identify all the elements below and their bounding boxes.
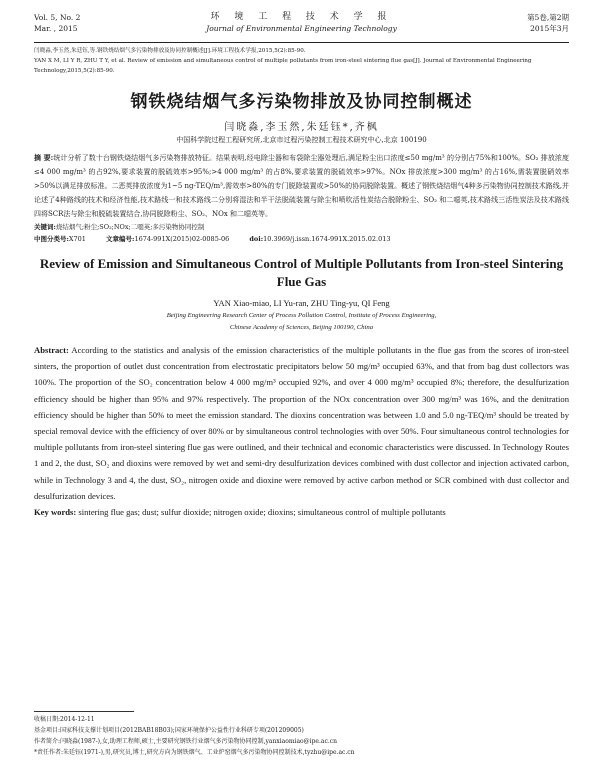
- chinese-keywords-text: 烧结烟气;粉尘;SO₂;NOx;二噁英;多污染物协同控制: [55, 223, 205, 231]
- english-abstract-label: Abstract:: [34, 345, 69, 355]
- english-affiliation: [34, 310, 569, 334]
- header-volume-en: Vol. 5, No. 2: [34, 13, 81, 22]
- article-number-value: 1674-991X(2015)02-0085-06: [134, 235, 230, 243]
- chinese-abstract: [34, 151, 569, 221]
- clc-label: 中图分类号:: [34, 235, 69, 243]
- clc-value: X701: [68, 235, 86, 243]
- chinese-abstract-text: 统计分析了数十台钢铁烧结烟气多污染物排放特征。结果表明,经电除尘器和布袋除尘器处理后,满足粉尘出口浓度≤50 mg/m³ 的分别占75%和100%。SO₂ 排放浓度≤4 000 mg/m³ 的占92%,要求装置的脱硫效率>95%;>4 000 mg/m³ 的占8%,要求装置的脱硫效率>97%。NOx 排放浓度>300 mg/m³ 的占16%,需装置脱硝效率>50%以满足排放标准。二恶英排放浓度为1~5 ng-TEQ/m³,需效率>80%的专门脱除装置或>50%的协同脱除装置。概述了钢铁烧结烟气4种多污染物协同控制技术路线,并论述了4种路线的技术和经济性能,技术路线一和技术路线二分别将湿法和半干法脱硫装置与除尘和喷吹活性炭结合脱除粉尘、SO₂ 和二噁英,技术路线三活性炭法及技术路线四将SCR法与除尘和脱硫装置结合,协同脱除粉尘、SO₂、NOx 和二噁英等。: [34, 154, 569, 218]
- english-keywords: [34, 505, 569, 519]
- header-date-cn: 2015年3月: [530, 24, 569, 33]
- english-keywords-text: sintering flue gas; dust; sulfur dioxide; nitrogen oxide; dioxins; simultaneous control of multiple pollutants: [78, 507, 446, 518]
- header-volume-cn: 第5卷,第2期: [527, 13, 569, 22]
- header-journal-cn: 环 境 工 程 技 术 学 报: [210, 12, 393, 22]
- footnote-author-bio: 作者简介:闫晓淼(1987-),女,助理工程师,硕士,主要研究钢铁行业烟气多污染物协同控制,yanxiaomiao@ipe.ac.cn: [34, 738, 337, 745]
- header-date-en: Mar. , 2015: [34, 24, 78, 33]
- footnote-corresponding-author: *责任作者:朱廷钰(1971-),男,研究员,博士,研究方向为钢铁烟气、工业炉窑烟气多污染物协同控制技术,tyzhu@ipe.ac.cn: [34, 749, 355, 756]
- citation-cn: 闫晓淼,李玉然,朱廷钰,等.钢铁烧结烟气多污染物排放及协同控制概述[J].环境工程技术学报,2015,5(2):85-90.: [34, 48, 306, 54]
- chinese-authors: 闫晓淼,李玉然,朱廷钰*,齐枫: [224, 122, 379, 133]
- citation-block: [34, 46, 569, 76]
- english-affiliation-line-2: Chinese Academy of Sciences, Beijing 100190, China: [229, 324, 374, 331]
- chinese-abstract-label: 摘 要:: [34, 153, 54, 162]
- chinese-title: 钢铁烧结烟气多污染物排放及协同控制概述: [130, 92, 473, 112]
- english-authors: YAN Xiao-miao, LI Yu-ran, ZHU Ting-yu, QI Feng: [213, 298, 390, 308]
- footnote-rule: [34, 711, 134, 712]
- running-header: [34, 12, 569, 42]
- header-rule: [34, 42, 569, 43]
- journal-page: [34, 12, 569, 519]
- english-keywords-label: Key words:: [34, 507, 77, 518]
- header-right: [527, 12, 569, 34]
- chinese-keywords: [34, 221, 569, 233]
- article-number-label: 文章编号:: [106, 235, 135, 243]
- header-journal-en: Journal of Environmental Engineering Technology: [206, 24, 397, 33]
- footnote-received: 收稿日期:2014-12-11: [34, 716, 95, 723]
- header-center: [34, 12, 569, 34]
- footnotes: [34, 714, 569, 758]
- english-title: Review of Emission and Simultaneous Control of Multiple Pollutants from Iron-steel Sintering Flue Gas: [39, 256, 564, 289]
- citation-en: YAN X M, LI Y R, ZHU T Y, et al. Review of emission and simultaneous control of multiple pollutants from iron-steel sintering flue gas[J]. Journal of Environmental Engineering Technology,2015,5(2):85-90.: [34, 58, 532, 74]
- doi-value: 10.3969/j.issn.1674-991X.2015.02.013: [263, 235, 391, 243]
- classification-line: [34, 233, 569, 245]
- chinese-affiliation: 中国科学院过程工程研究所,北京市过程污染控制工程技术研究中心,北京 100190: [176, 136, 427, 144]
- footnote-funding: 基金项目:国家科技支撑计划项目(2012BAB18B03);国家环境保护公益性行业科研专项(201209005): [34, 727, 304, 734]
- doi-label: doi:: [249, 235, 264, 243]
- chinese-keywords-label: 关键词:: [34, 223, 56, 231]
- english-abstract-text: According to the statistics and analysis of the emission characteristics of the multiple pollutants in the flue gas from the scores of iron-steel sinters, the proportion of outlet dust concentration from electrostatic precipitators below 50 mg/m³ occupied 63%, and that from bag dust collectors was 100%. The proportion of the SO₂ concentration below 4 000 mg/m³ occupied 92%, and over 4 000 mg/m³ occupied 8%; therefore, the desulfurization efficiency should be higher than 95% and 97% respectively. The proportion of the NOx concentration over 300 mg/m³ was 16%, and the denitration efficiency should be higher than 50% to meet the emission standard. The dioxins concentration was between 1.0 and 5.0 ng-TEQ/m³ should be treated by special removal device with the efficiency of over 80% or by simultaneous control technologies with over 50%. Four simultaneous control technologies for multiple pollutants from iron-steel sintering flue gas were outlined, and their technical and economic characteristics were discussed. In Technology Routes 1 and 2, the dust, SO₂ and dioxins were removed by wet and semi-dry desulfurization devices combined with dust collector and injection activated carbon, while in Technology 3 and 4, the dust, SO₂, nitrogen oxide and dioxine were removed by active carbon method or SCR combined with dust collector and desulfurization devices.: [34, 345, 569, 501]
- english-abstract: [34, 342, 569, 504]
- english-affiliation-line-1: Beijing Engineering Research Center of Process Pollution Control, Institute of Process Engineering,: [166, 312, 437, 319]
